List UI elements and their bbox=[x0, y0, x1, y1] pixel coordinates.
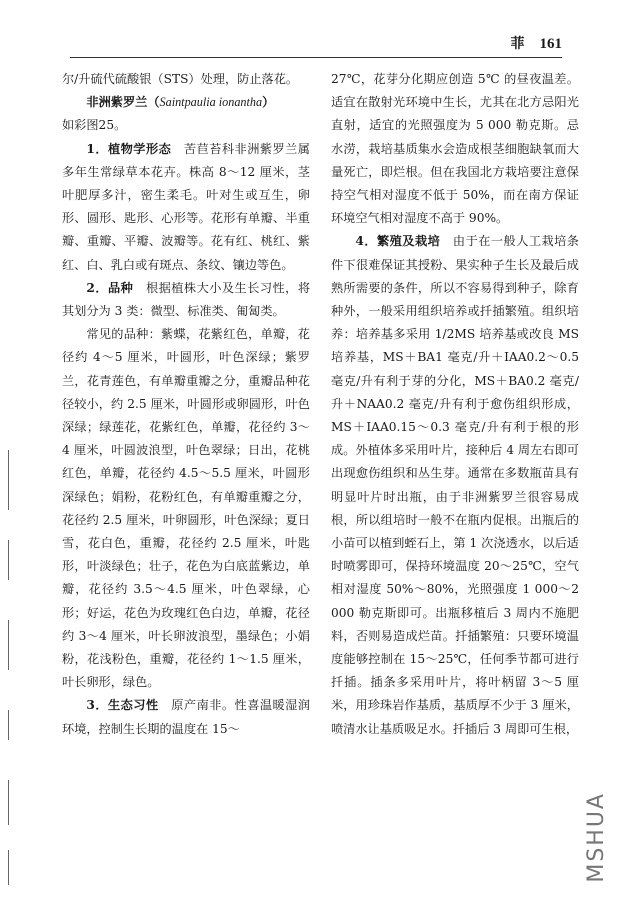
species-latin-name: Saintpaulia ionantha bbox=[159, 95, 263, 110]
running-header bbox=[70, 30, 562, 58]
left-column bbox=[62, 68, 310, 741]
section-heading: 3．生态习性 bbox=[86, 698, 159, 713]
section-heading: 2．品种 bbox=[86, 280, 134, 295]
section-heading: 4．繁殖及栽培 bbox=[355, 234, 441, 249]
paragraph-ecology-cont: 27℃，花芽分化期应创造 5℃ 的昼夜温差。适宜在散射光环境中生长，尤其在北方忌阳光直射，适宜的光照强度为 5 000 勒克斯。忌水涝，栽培基质集水会造成根茎细胞缺氧而大量死亡，即烂根。但在我国北方栽培要注意保持空气相对湿度不低于 50%，而在南方保证环境空气相对湿度不高于 90%。 bbox=[331, 72, 579, 226]
chapter-mark: 菲 bbox=[510, 36, 526, 52]
section-propagation: 4．繁殖及栽培 由于在一般人工栽培条件下很难保证其授粉、果实种子生长及最后成熟所需要的条件，所以不容易得到种子，除育种外，一般采用组织培养或扦插繁殖。组织培养：培养基多采用 1/2MS 培养基或改良 MS 培养基，MS＋BA1 毫克/升＋IAA0.2～0.5 毫克/升有利于芽的分化，MS＋BA0.2 毫克/升＋NAA0.2 毫克/升有利于愈伤组织形成，MS＋IAA0.15～0.3 毫克/升有利于根的形成。外植体多采用叶片，接种后 4 周左右即可出现愈伤组织和丛生芽。通常在多数瓶苗具有明显叶片时出瓶，由于非洲紫罗兰很容易成根，所以组培时一般不在瓶内促根。出瓶后的小苗可以植到蛭石上，第 1 次浇透水，以后适时喷雾即可，保持环境温度 20～25℃，空气相对湿度 50%～80%，光照强度 1 000～2 000 勒克斯即可。出瓶移植后 3 周内不施肥料，否则易造成烂苗。扦插繁殖：只要环境温度能够控制在 15～25℃，任何季节都可进行扦插。插条多采用叶片，将叶柄留 3～5 厘米，用珍珠岩作基质，基质厚不少于 3 厘米，喷清水让基质吸足水。扦插后 3 周即可生根， bbox=[331, 234, 579, 736]
section-heading: 1．植物学形态 bbox=[86, 141, 172, 156]
section-varieties: 2．品种 根据植株大小及生长习性，将其划分为 3 类：微型、标准类、匍匐类。 bbox=[62, 280, 311, 319]
section-morphology: 1．植物学形态 苦苣苔科非洲紫罗兰属多年生常绿草本花卉。株高 8～12 厘米，茎叶肥厚多汁，密生柔毛。叶对生或互生，卵形、圆形、匙形、心形等。花形有单瓣、半重瓣、重瓣、平瓣、波瓣等。花有红、桃红、紫红、白、乳白或有斑点、条纹、镶边等色。 bbox=[62, 141, 310, 272]
paragraph-sts: 尔/升硫代硫酸银（STS）处理，防止落花。 bbox=[62, 72, 299, 86]
paragraph-common-varieties: 常见的品种：紫蝶，花紫红色，单瓣，花径约 4～5 厘米，叶圆形，叶色深绿；紫罗兰，花青莲色，有单瓣重瓣之分，重瓣品种花径较小，约 2.5 厘米，叶圆形或卵圆形，叶色深绿；绿莲花，花紫红色，单瓣，花径约 3～4 厘米，叶圆波浪型，叶色翠绿；日出，花桃红色，单瓣，花径约 4.5～5.5 厘米，叶圆形深绿色；娟粉，花粉红色，有单瓣重瓣之分，花径约 2.5 厘米，叶卵圆形，叶色深绿；夏日雪，花白色，重瓣，花径约 2.5 厘米，叶匙形，叶淡绿色；壮子，花色为白底蓝紫边，单瓣，花径约 3.5～4.5 厘米，叶色翠绿，心形；好运，花色为玫瑰红色白边，单瓣，花径约 3～4 厘米，叶长卵波浪型，墨绿色；小娟粉，花浅粉色，重瓣，花径约 1～1.5 厘米，叶长卵形，绿色。 bbox=[62, 327, 310, 690]
watermark: MSHUA bbox=[584, 792, 609, 883]
section-ecology: 3．生态习性 原产南非。性喜温暖湿润环境，控制生长期的温度在 15～ bbox=[62, 698, 311, 736]
species-note: 如彩图25。 bbox=[62, 118, 127, 133]
scan-margin-marks bbox=[8, 450, 12, 890]
species-heading: 非洲紫罗兰（Saintpaulia ionantha） bbox=[86, 95, 275, 110]
right-column bbox=[331, 68, 579, 741]
page-number: 161 bbox=[539, 36, 562, 52]
